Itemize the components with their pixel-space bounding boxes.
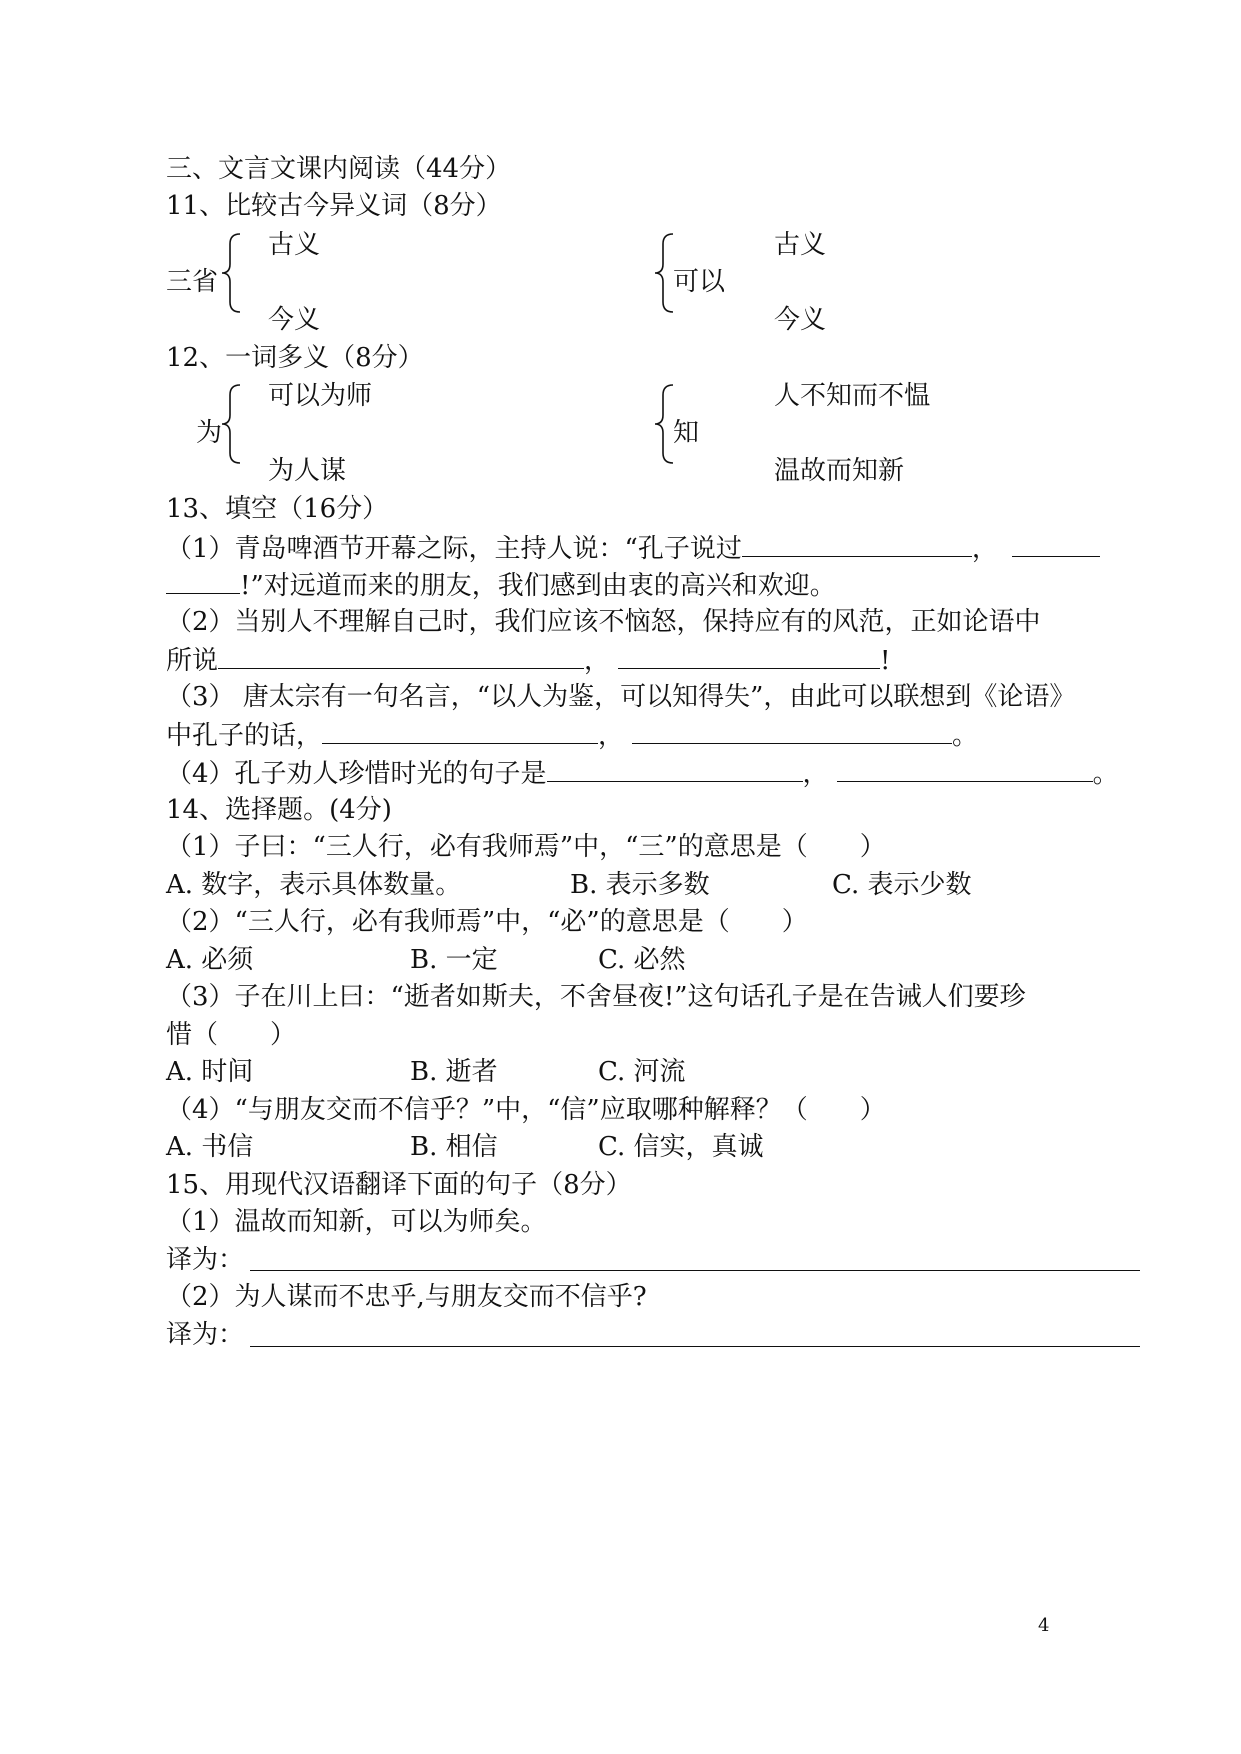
q13-title: 13、填空（16分） bbox=[166, 494, 389, 524]
punct: 。 bbox=[952, 721, 979, 751]
q13-item-1-line-2 bbox=[166, 567, 836, 603]
option-b[interactable]: B. 相信 bbox=[410, 1132, 498, 1162]
option-b[interactable]: B. 逝者 bbox=[410, 1057, 498, 1087]
q15-item-2: （2）为人谋而不忠乎,与朋友交而不信乎? bbox=[166, 1282, 647, 1312]
q14-item-1: （1）子曰：“三人行，必有我师焉”中，“三”的意思是（ ） bbox=[166, 832, 886, 862]
q14-item-4: （4）“与朋友交而不信乎？”中，“信”应取哪种解释？（ ） bbox=[166, 1095, 886, 1125]
q11-right-word: 可以 bbox=[673, 267, 726, 297]
option-c[interactable]: C. 必然 bbox=[598, 945, 686, 975]
q14-item-3-line-1: （3）子在川上曰：“逝者如斯夫，不舍昼夜!”这句话孔子是在告诫人们要珍 bbox=[166, 982, 1026, 1012]
fill-blank[interactable] bbox=[547, 755, 803, 782]
q14-item-3-line-2: 惜（ ） bbox=[166, 1020, 297, 1050]
separator: ， bbox=[598, 721, 625, 751]
option-b[interactable]: B. 表示多数 bbox=[570, 870, 710, 900]
q11-right-top: 古义 bbox=[774, 230, 827, 260]
punct: ! bbox=[880, 646, 891, 676]
translation-answer-line-1[interactable] bbox=[250, 1270, 1140, 1271]
q12-right-top: 人不知而不愠 bbox=[774, 381, 931, 411]
brace-icon bbox=[220, 383, 244, 465]
q12-left-top: 可以为师 bbox=[268, 381, 373, 411]
q13-item-4-text: （4）孔子劝人珍惜时光的句子是 bbox=[166, 759, 547, 789]
separator: ， bbox=[584, 646, 611, 676]
q13-item-3-text: 中孔子的话， bbox=[166, 721, 323, 751]
fill-blank[interactable] bbox=[1012, 530, 1100, 557]
q13-item-1-text: （1）青岛啤酒节开幕之际，主持人说：“孔子说过 bbox=[166, 534, 742, 564]
q15-title: 15、用现代汉语翻译下面的句子（8分） bbox=[166, 1170, 632, 1200]
fill-blank[interactable] bbox=[618, 642, 880, 669]
translation-label-1: 译为： bbox=[166, 1245, 245, 1275]
q12-left-bottom: 为人谋 bbox=[268, 456, 347, 486]
fill-blank[interactable] bbox=[742, 530, 972, 557]
punct: 。 bbox=[1092, 759, 1119, 789]
option-a[interactable]: A. 必须 bbox=[166, 945, 254, 975]
q11-title: 11、比较古今异义词（8分） bbox=[166, 191, 502, 221]
section-title: 三、文言文课内阅读（44分） bbox=[166, 154, 512, 184]
q13-item-2-line-1: （2）当别人不理解自己时，我们应该不恼怒，保持应有的风范，正如论语中 bbox=[166, 607, 1041, 637]
q11-right-bottom: 今义 bbox=[774, 305, 827, 335]
fill-blank[interactable] bbox=[837, 755, 1093, 782]
page-number: 4 bbox=[1038, 1615, 1050, 1636]
separator: ， bbox=[802, 759, 829, 789]
option-a[interactable]: A. 时间 bbox=[166, 1057, 254, 1087]
fill-blank[interactable] bbox=[322, 717, 598, 744]
q13-item-2-text: 所说 bbox=[166, 646, 219, 676]
separator: ， bbox=[971, 534, 998, 564]
q15-item-1: （1）温故而知新，可以为师矣。 bbox=[166, 1207, 547, 1237]
q12-right-word: 知 bbox=[673, 418, 700, 448]
q13-item-3-line-2 bbox=[166, 717, 978, 753]
q13-item-3-line-1: （3） 唐太宗有一句名言，“以人为鉴，可以知得失”，由此可以联想到《论语》 bbox=[166, 682, 1076, 712]
option-b[interactable]: B. 一定 bbox=[410, 945, 498, 975]
q13-item-1-text-cont: !”对远道而来的朋友，我们感到由衷的高兴和欢迎。 bbox=[240, 571, 836, 601]
option-c[interactable]: C. 信实，真诚 bbox=[598, 1132, 764, 1162]
q12-title: 12、一词多义（8分） bbox=[166, 343, 424, 373]
q12-left-word: 为 bbox=[196, 418, 223, 448]
q11-left-word: 三省 bbox=[166, 267, 219, 297]
option-a[interactable]: A. 数字，表示具体数量。 bbox=[166, 870, 462, 900]
q13-item-2-line-2 bbox=[166, 642, 890, 678]
option-a[interactable]: A. 书信 bbox=[166, 1132, 254, 1162]
q11-left-bottom: 今义 bbox=[268, 305, 321, 335]
q14-item-2: （2）“三人行，必有我师焉”中，“必”的意思是（ ） bbox=[166, 907, 808, 937]
fill-blank[interactable] bbox=[166, 567, 240, 594]
translation-answer-line-2[interactable] bbox=[250, 1346, 1140, 1347]
option-c[interactable]: C. 河流 bbox=[598, 1057, 686, 1087]
q13-item-1-line-1 bbox=[166, 530, 1100, 566]
brace-icon bbox=[220, 232, 244, 314]
option-c[interactable]: C. 表示少数 bbox=[832, 870, 972, 900]
fill-blank[interactable] bbox=[632, 717, 952, 744]
q12-right-bottom: 温故而知新 bbox=[774, 456, 905, 486]
translation-label-2: 译为： bbox=[166, 1320, 245, 1350]
fill-blank[interactable] bbox=[218, 642, 584, 669]
q13-item-4-line bbox=[166, 755, 1119, 791]
q14-title: 14、选择题。(4分) bbox=[166, 795, 392, 825]
q11-left-top: 古义 bbox=[268, 230, 321, 260]
